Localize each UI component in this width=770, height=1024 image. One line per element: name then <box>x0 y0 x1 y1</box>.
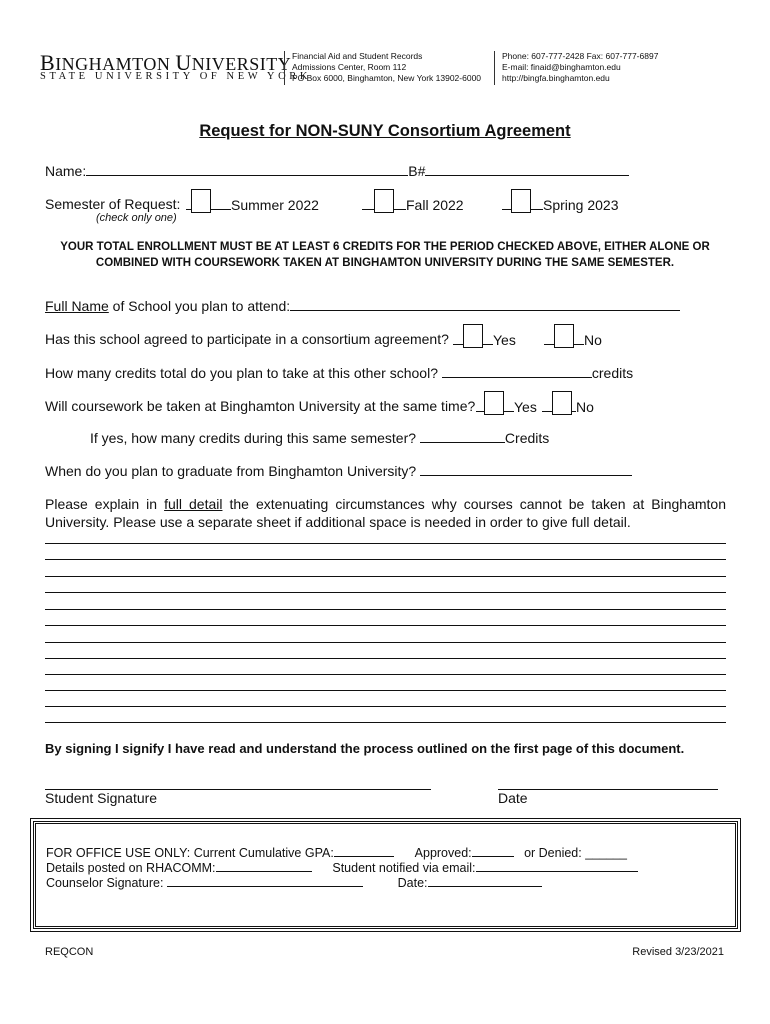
agreed-no-option[interactable]: No <box>544 324 602 350</box>
office-gpa-row: FOR OFFICE USE ONLY: Current Cumulative GPA: Approved: or Denied: ______ <box>46 846 627 860</box>
explanation-line[interactable] <box>45 543 726 544</box>
office-use-box <box>33 821 738 929</box>
fall-checkbox[interactable] <box>374 189 394 213</box>
same-time-yes-option[interactable]: Yes <box>476 391 537 417</box>
university-logo-subtitle: STATE UNIVERSITY OF NEW YORK <box>40 71 312 82</box>
contact-block <box>494 51 658 85</box>
same-time-no-option[interactable]: No <box>542 391 594 417</box>
summer-checkbox[interactable] <box>191 189 211 213</box>
if-yes-suffix: Credits <box>504 430 550 446</box>
name-row <box>45 163 629 179</box>
explanation-line[interactable] <box>45 690 726 691</box>
student-signature-label: Student Signature <box>45 790 158 806</box>
enrollment-notice: YOUR TOTAL ENROLLMENT MUST BE AT LEAST 6 CREDITS FOR THE PERIOD CHECKED ABOVE, EITHER ALONE OR COMBINED WITH COURSEWORK TAKEN AT BINGHAMTON UNIVERSITY DURING THE SAME SEMESTER. <box>60 241 710 269</box>
school-name-field[interactable] <box>290 310 680 311</box>
if-yes-question: If yes, how many credits during this same semester? <box>90 430 417 446</box>
semester-label: Semester of Request: <box>45 196 181 212</box>
agreed-yes-checkbox[interactable] <box>463 324 483 348</box>
school-row <box>45 298 680 314</box>
semester-option-spring[interactable]: Spring 2023 <box>502 189 619 215</box>
if-yes-credits-field[interactable] <box>420 442 505 443</box>
contact-line: http://bingfa.binghamton.edu <box>502 73 610 83</box>
explanation-line[interactable] <box>45 658 726 659</box>
if-yes-row <box>90 430 549 446</box>
office-address-line: PO Box 6000, Binghamton, New York 13902-6000 <box>292 73 482 83</box>
semester-option-fall[interactable]: Fall 2022 <box>362 189 464 215</box>
credits-row <box>45 365 633 381</box>
agreed-no-checkbox[interactable] <box>554 324 574 348</box>
same-time-no-checkbox[interactable] <box>552 391 572 415</box>
same-time-question: Will coursework be taken at Binghamton University at the same time? <box>45 398 476 414</box>
school-label: of School you plan to attend: <box>108 298 291 314</box>
office-address-line: Admissions Center, Room 112 <box>292 62 407 72</box>
credits-suffix: credits <box>591 365 634 381</box>
notified-field[interactable] <box>476 871 638 872</box>
office-counselor-row: Counselor Signature: Date: <box>46 876 638 891</box>
revision-date: Revised 3/23/2021 <box>632 946 724 958</box>
counselor-signature-field[interactable] <box>167 886 363 887</box>
same-time-yes-checkbox[interactable] <box>484 391 504 415</box>
name-label: Name: <box>45 163 87 179</box>
explanation-line[interactable] <box>45 576 726 577</box>
signing-statement: By signing I signify I have read and understand the process outlined on the first page of this document. <box>45 741 685 756</box>
explanation-line[interactable] <box>45 706 726 707</box>
explanation-line[interactable] <box>45 559 726 560</box>
bnum-field[interactable] <box>425 175 629 176</box>
credits-field[interactable] <box>442 377 592 378</box>
contact-line: E-mail: finaid@binghamton.edu <box>502 62 621 72</box>
office-address-block <box>284 51 481 85</box>
credits-question: How many credits total do you plan to take at this other school? <box>45 365 438 381</box>
date-line[interactable] <box>498 789 718 790</box>
agreed-question: Has this school agreed to participate in a consortium agreement? <box>45 331 449 347</box>
office-rhacomm-row: Details posted on RHACOMM: Student notified via email: <box>46 861 638 876</box>
explanation-line[interactable] <box>45 625 726 626</box>
explain-instructions: Please explain in full detail the extenuating circumstances why courses cannot be taken at Binghamton University. Please use a separate sheet if additional space is needed in order to give full detail. <box>45 496 726 530</box>
semester-note: (check only one) <box>96 212 177 224</box>
office-address-line: Financial Aid and Student Records <box>292 51 423 61</box>
date-label: Date <box>498 790 528 806</box>
explanation-line[interactable] <box>45 642 726 643</box>
counselor-date-field[interactable] <box>428 886 542 887</box>
name-field[interactable] <box>86 175 408 176</box>
explanation-line[interactable] <box>45 609 726 610</box>
form-code: REQCON <box>45 946 94 958</box>
school-label-underlined: Full Name <box>45 298 109 314</box>
full-detail-emphasis: full detail <box>164 496 223 512</box>
office-use-content <box>46 846 638 891</box>
graduate-question: When do you plan to graduate from Binghamton University? <box>45 463 417 479</box>
approved-field[interactable] <box>472 856 514 857</box>
explanation-line[interactable] <box>45 674 726 675</box>
graduate-field[interactable] <box>420 475 632 476</box>
university-logo-wordmark: BINGHAMTON UNIVERSITY <box>40 50 292 75</box>
form-title: Request for NON-SUNY Consortium Agreement <box>199 122 571 140</box>
contact-line: Phone: 607-777-2428 Fax: 607-777-6897 <box>502 51 659 61</box>
bnum-label: B# <box>408 163 426 179</box>
explanation-line[interactable] <box>45 592 726 593</box>
spring-checkbox[interactable] <box>511 189 531 213</box>
graduate-row <box>45 463 632 479</box>
gpa-field[interactable] <box>334 856 394 857</box>
semester-option-summer[interactable]: Summer 2022 <box>186 189 319 215</box>
rhacomm-field[interactable] <box>216 871 312 872</box>
explanation-line[interactable] <box>45 722 726 723</box>
agreed-yes-option[interactable]: Yes <box>453 324 516 350</box>
